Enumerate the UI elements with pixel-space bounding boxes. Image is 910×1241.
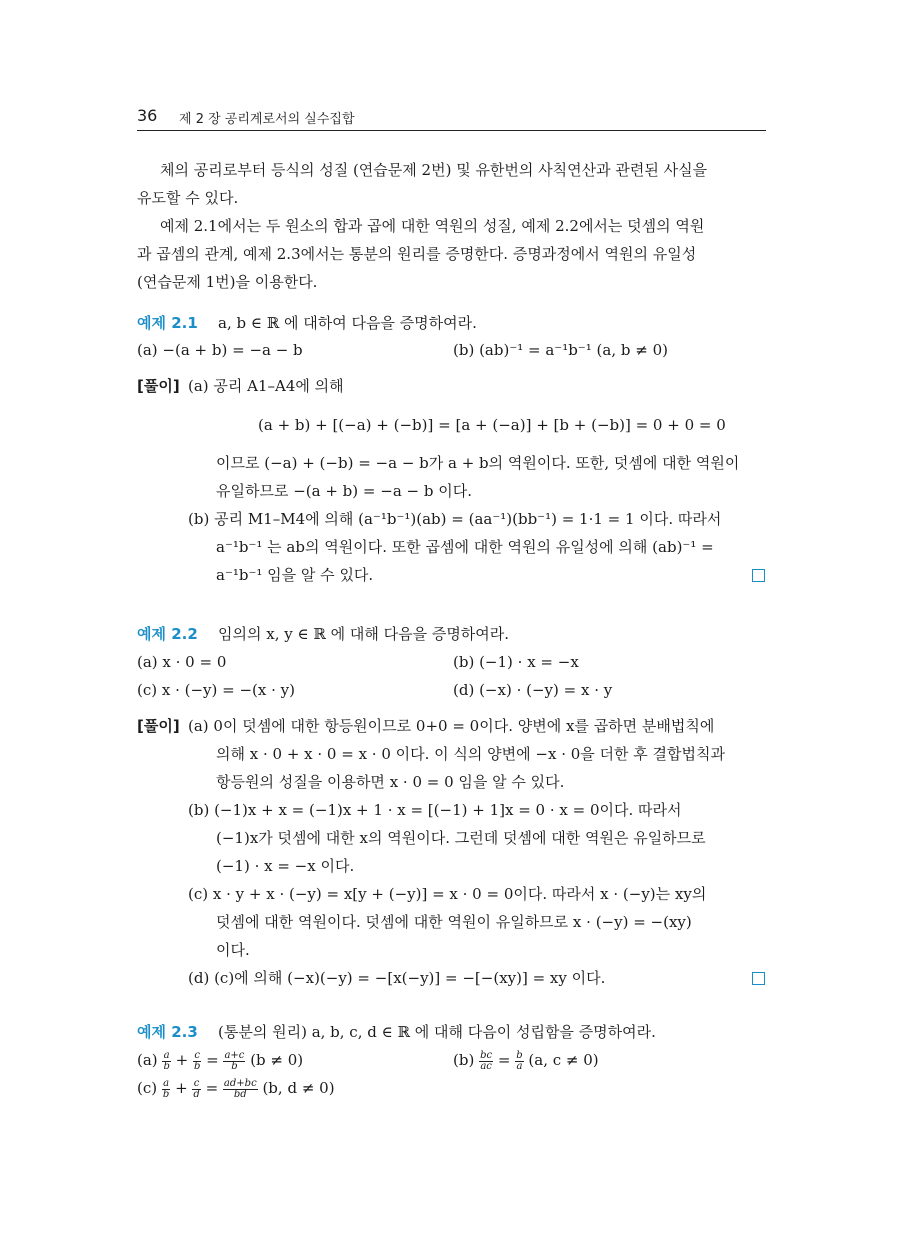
example-item: (b) (ab)⁻¹ = a⁻¹b⁻¹ (a, b ≠ 0) [453, 341, 668, 359]
solution-line: a⁻¹b⁻¹ 는 ab의 역원이다. 또한 곱셈에 대한 역원의 유일성에 의해 (ab)⁻¹ = [216, 538, 714, 556]
denominator: b [163, 1060, 170, 1072]
solution-line: (b) 공리 M1–M4에 의해 (a⁻¹b⁻¹)(ab) = (aa⁻¹)(bb⁻¹) = 1·1 = 1 이다. 따라서 [188, 510, 722, 528]
intro-line: 체의 공리로부터 등식의 성질 (연습문제 2번) 및 유한번의 사칙연산과 관련된 사실을 [160, 161, 708, 179]
solution-line: (c) x · y + x · (−y) = x[y + (−y)] = x · 0 = 0이다. 따라서 x · (−y)는 xy의 [188, 885, 707, 903]
intro-line: 유도할 수 있다. [137, 189, 239, 207]
solution-line: 의해 x · 0 + x · 0 = x · 0 이다. 이 식의 양변에 −x · 0을 더한 후 결합법칙과 [216, 745, 725, 763]
example-item: (d) (−x) · (−y) = x · y [453, 681, 613, 699]
numerator: ad+bc [223, 1077, 257, 1089]
chapter-title: 제 2 장 공리계로서의 실수집합 [179, 112, 355, 127]
denominator: ac [480, 1060, 492, 1072]
example-item: (a) $\frac{a}{b}$ + $\frac{c}{b}$ = $\frac{a+c}{b}$ (b ≠ 0) [137, 1049, 304, 1072]
fraction [162, 1079, 170, 1100]
example-label: 예제 2.2 [137, 625, 198, 643]
example-label: 예제 2.1 [137, 314, 198, 332]
item-marker: (a) [137, 1051, 158, 1069]
example-item: (b) $\frac{bc}{ac}$ = $\frac{b}{a}$ (a, c ≠ 0) [453, 1049, 599, 1072]
denominator: b [231, 1060, 238, 1072]
numerator: a [163, 1049, 170, 1061]
item-marker: (c) [137, 1079, 158, 1097]
numerator: c [194, 1049, 200, 1061]
solution-line: 덧셈에 대한 역원이다. 덧셈에 대한 역원이 유일하므로 x · (−y) = −(xy) [216, 913, 692, 931]
fraction [223, 1079, 258, 1100]
fraction [479, 1051, 493, 1072]
denominator: a [516, 1060, 523, 1072]
solution-label: [풀이] [137, 717, 180, 735]
solution-line: 항등원의 성질을 이용하면 x · 0 = 0 임을 알 수 있다. [216, 773, 565, 791]
denominator: bd [233, 1088, 247, 1100]
example-statement: a, b ∈ ℝ 에 대하여 다음을 증명하여라. [218, 314, 477, 332]
solution-line: (b) (−1)x + x = (−1)x + 1 · x = [(−1) + 1]x = 0 · x = 0이다. 따라서 [188, 801, 682, 819]
condition: (b, d ≠ 0) [262, 1079, 335, 1097]
numerator: bc [480, 1049, 493, 1061]
solution-line: 이므로 (−a) + (−b) = −a − b가 a + b의 역원이다. 또한, 덧셈에 대한 역원이 [216, 454, 740, 472]
condition: (b ≠ 0) [250, 1051, 304, 1069]
qed-icon [752, 972, 765, 985]
solution-line: 유일하므로 −(a + b) = −a − b 이다. [216, 482, 472, 500]
solution-line: (−1) · x = −x 이다. [216, 857, 355, 875]
example-item: (a) x · 0 = 0 [137, 653, 227, 671]
display-equation: (a + b) + [(−a) + (−b)] = [a + (−a)] + [b + (−b)] = 0 + 0 = 0 [258, 416, 726, 434]
example-item: (b) (−1) · x = −x [453, 653, 579, 671]
solution-line: a⁻¹b⁻¹ 임을 알 수 있다. [216, 566, 374, 584]
intro-line: (연습문제 1번)을 이용한다. [137, 273, 318, 291]
fraction [193, 1051, 201, 1072]
intro-line: 예제 2.1에서는 두 원소의 합과 곱에 대한 역원의 성질, 예제 2.2에서는 덧셈의 역원 [160, 217, 705, 235]
fraction [162, 1051, 170, 1072]
qed-icon [752, 569, 765, 582]
denominator: b [162, 1088, 170, 1100]
solution-line: (−1)x가 덧셈에 대한 x의 역원이다. 그런데 덧셈에 대한 역원은 유일하므로 [216, 829, 706, 847]
denominator: b [193, 1060, 201, 1072]
numerator: b [516, 1049, 523, 1061]
solution-label: [풀이] [137, 377, 180, 395]
solution-line: (a) 공리 A1–A4에 의해 [188, 377, 344, 395]
numerator: a [163, 1077, 170, 1089]
solution-line: (d) (c)에 의해 (−x)(−y) = −[x(−y)] = −[−(xy)] = xy 이다. [188, 969, 606, 987]
intro-line: 과 곱셈의 관계, 예제 2.3에서는 통분의 원리를 증명한다. 증명과정에서 역원의 유일성 [137, 245, 697, 263]
fraction [192, 1079, 200, 1100]
example-statement: (통분의 원리) a, b, c, d ∈ ℝ 에 대해 다음이 성립함을 증명하여라. [218, 1023, 656, 1041]
denominator: d [193, 1088, 200, 1100]
numerator: c [193, 1077, 200, 1089]
example-item: (c) $\frac{a}{b}$ + $\frac{c}{d}$ = $\frac{ad+bc}{bd}$ (b, d ≠ 0) [137, 1077, 335, 1100]
example-item: (c) x · (−y) = −(x · y) [137, 681, 295, 699]
example-item: (a) −(a + b) = −a − b [137, 341, 303, 359]
item-marker: (b) [453, 1051, 475, 1069]
condition: (a, c ≠ 0) [528, 1051, 599, 1069]
example-label: 예제 2.3 [137, 1023, 198, 1041]
running-header [137, 104, 766, 131]
solution-line: 이다. [216, 941, 250, 959]
numerator: a+c [224, 1049, 245, 1061]
fraction [223, 1051, 245, 1072]
example-statement: 임의의 x, y ∈ ℝ 에 대해 다음을 증명하여라. [218, 625, 510, 643]
fraction [515, 1051, 523, 1072]
page-number: 36 [137, 106, 158, 125]
solution-line: (a) 0이 덧셈에 대한 항등원이므로 0+0 = 0이다. 양변에 x를 곱하면 분배법칙에 [188, 717, 715, 735]
